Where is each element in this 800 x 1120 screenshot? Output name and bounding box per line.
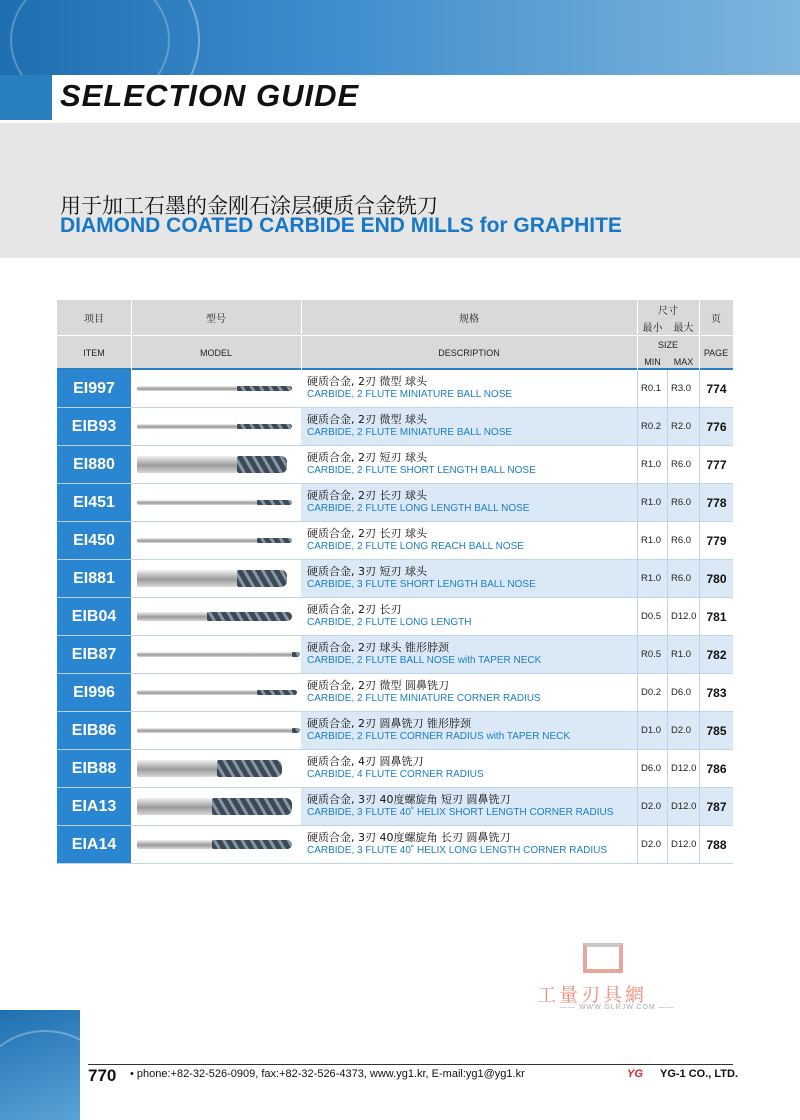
- size-max: D12.0: [667, 598, 699, 635]
- page-ref: 779: [699, 522, 733, 559]
- description: [301, 370, 637, 407]
- end-mill-icon: [137, 570, 297, 587]
- table-row: [57, 788, 733, 826]
- end-mill-icon: [137, 612, 297, 621]
- size-max: D12.0: [667, 788, 699, 825]
- header-desc-cn: 规格: [459, 314, 479, 325]
- tool-image: [131, 826, 301, 863]
- table-row: [57, 712, 733, 750]
- watermark-url: —— WWW.GLRJW.COM ——: [560, 1004, 675, 1011]
- description-cn: 硬质合金, 2刃 微型 球头: [307, 375, 427, 388]
- description: [301, 484, 637, 521]
- size-max: D12.0: [667, 750, 699, 787]
- section-title-en: DIAMOND COATED CARBIDE END MILLS for GRAPHITE: [60, 214, 622, 237]
- page-ref: 782: [699, 636, 733, 673]
- page-number: 770: [88, 1066, 117, 1085]
- header-size-cn: 尺寸: [658, 306, 678, 317]
- header-size: SIZE: [657, 339, 678, 350]
- size-max: D12.0: [667, 826, 699, 863]
- end-mill-icon: [137, 760, 297, 777]
- end-mill-icon: [137, 538, 297, 543]
- size-max: R6.0: [667, 484, 699, 521]
- description-en: CARBIDE, 2 FLUTE MINIATURE BALL NOSE: [307, 389, 513, 400]
- end-mill-icon: [137, 728, 297, 733]
- description-en: CARBIDE, 2 FLUTE MINIATURE BALL NOSE: [307, 427, 513, 438]
- model-code: EI997: [57, 370, 131, 407]
- globe-graphic-footer: [0, 1030, 80, 1120]
- end-mill-icon: [137, 386, 297, 391]
- size-max: D2.0: [667, 712, 699, 749]
- description-cn: 硬质合金, 3刃 40度螺旋角 长刃 圆鼻铣刀: [307, 831, 511, 844]
- description-en: CARBIDE, 2 FLUTE CORNER RADIUS with TAPER NECK: [307, 731, 571, 742]
- model-code: EI880: [57, 446, 131, 483]
- model-code: EI451: [57, 484, 131, 521]
- size-min: D1.0: [637, 712, 667, 749]
- tool-image: [131, 560, 301, 597]
- page-ref: 783: [699, 674, 733, 711]
- header-description: DESCRIPTION: [438, 347, 500, 358]
- size-min: D0.5: [637, 598, 667, 635]
- brand-logo: YG: [627, 1068, 643, 1080]
- end-mill-icon: [137, 840, 297, 849]
- size-max: R6.0: [667, 560, 699, 597]
- table-row: [57, 370, 733, 408]
- description-cn: 硬质合金, 3刃 短刃 球头: [307, 565, 427, 578]
- description-en: CARBIDE, 2 FLUTE BALL NOSE with TAPER NECK: [307, 655, 542, 666]
- description-en: CARBIDE, 2 FLUTE MINIATURE CORNER RADIUS: [307, 693, 541, 704]
- description-cn: 硬质合金, 2刃 长刃 球头: [307, 489, 427, 502]
- description-cn: 硬质合金, 2刃 球头 锥形脖颈: [307, 641, 449, 654]
- size-min: D6.0: [637, 750, 667, 787]
- table-row: [57, 826, 733, 864]
- description-cn: 硬质合金, 2刃 圆鼻铣刀 锥形脖颈: [307, 717, 471, 730]
- size-min: R0.5: [637, 636, 667, 673]
- header-item: ITEM: [83, 347, 105, 358]
- contact-info: • phone:+82-32-526-0909, fax:+82-32-526-4373, www.yg1.kr, E-mail:yg1@yg1.kr: [130, 1068, 525, 1080]
- size-max: D6.0: [667, 674, 699, 711]
- footer-divider: [88, 1064, 733, 1065]
- page-ref: 787: [699, 788, 733, 825]
- description-cn: 硬质合金, 2刃 长刃 球头: [307, 527, 427, 540]
- size-min: R0.2: [637, 408, 667, 445]
- page-ref: 786: [699, 750, 733, 787]
- end-mill-icon: [137, 456, 297, 473]
- header-model: MODEL: [199, 347, 232, 358]
- header-banner: [0, 0, 800, 75]
- size-max: R1.0: [667, 636, 699, 673]
- tool-image: [131, 446, 301, 483]
- description: [301, 636, 637, 673]
- tool-image: [131, 712, 301, 749]
- table-row: [57, 598, 733, 636]
- model-code: EI450: [57, 522, 131, 559]
- brand-name: YG-1 CO., LTD.: [660, 1068, 739, 1080]
- description: [301, 446, 637, 483]
- header-max-cn: 最大: [673, 323, 694, 334]
- page-ref: 780: [699, 560, 733, 597]
- table-row: [57, 522, 733, 560]
- header-max: MAX: [673, 356, 694, 367]
- description-en: CARBIDE, 2 FLUTE LONG REACH BALL NOSE: [307, 541, 524, 552]
- size-min: R1.0: [637, 522, 667, 559]
- size-min: R1.0: [637, 446, 667, 483]
- model-code: EIB93: [57, 408, 131, 445]
- description-cn: 硬质合金, 3刃 40度螺旋角 短刃 圆鼻铣刀: [307, 793, 511, 806]
- table-row: [57, 636, 733, 674]
- model-code: EIB88: [57, 750, 131, 787]
- size-min: R1.0: [637, 484, 667, 521]
- page-ref: 785: [699, 712, 733, 749]
- title-accent: [0, 75, 52, 120]
- description: [301, 712, 637, 749]
- model-code: EIB86: [57, 712, 131, 749]
- page-ref: 777: [699, 446, 733, 483]
- header-model-cn: 型号: [206, 314, 226, 325]
- end-mill-icon: [137, 500, 297, 505]
- description-cn: 硬质合金, 2刃 微型 球头: [307, 413, 427, 426]
- header-page: PAGE: [703, 347, 729, 358]
- size-max: R2.0: [667, 408, 699, 445]
- size-max: R3.0: [667, 370, 699, 407]
- page-ref: 781: [699, 598, 733, 635]
- table-row: [57, 674, 733, 712]
- table-row: [57, 560, 733, 598]
- table-body: [57, 370, 733, 864]
- description-en: CARBIDE, 2 FLUTE LONG LENGTH BALL NOSE: [307, 503, 530, 514]
- header-item-cn: 项目: [84, 314, 104, 325]
- tool-image: [131, 750, 301, 787]
- page-ref: 776: [699, 408, 733, 445]
- size-max: R6.0: [667, 446, 699, 483]
- description: [301, 750, 637, 787]
- description-en: CARBIDE, 3 FLUTE SHORT LENGTH BALL NOSE: [307, 579, 536, 590]
- description: [301, 788, 637, 825]
- description-cn: 硬质合金, 4刃 圆鼻铣刀: [307, 755, 424, 768]
- model-code: EIA13: [57, 788, 131, 825]
- globe-graphic-inner: [10, 0, 170, 75]
- header-page-cn: 页: [711, 314, 721, 325]
- table-row: [57, 408, 733, 446]
- tool-image: [131, 598, 301, 635]
- tool-image: [131, 408, 301, 445]
- table-row: [57, 484, 733, 522]
- section-title-cn: 用于加工石墨的金刚石涂层硬质合金铣刀: [60, 194, 438, 218]
- description-en: CARBIDE, 3 FLUTE 40˚ HELIX SHORT LENGTH CORNER RADIUS: [307, 807, 614, 818]
- end-mill-icon: [137, 798, 297, 815]
- description-cn: 硬质合金, 2刃 微型 圆鼻铣刀: [307, 679, 449, 692]
- description: [301, 408, 637, 445]
- description-en: CARBIDE, 4 FLUTE CORNER RADIUS: [307, 769, 484, 780]
- watermark-logo: [583, 943, 623, 973]
- description-en: CARBIDE, 2 FLUTE SHORT LENGTH BALL NOSE: [307, 465, 536, 476]
- tool-image: [131, 370, 301, 407]
- watermark-text: 工量刃具網: [537, 984, 648, 1006]
- page-title: SELECTION GUIDE: [60, 78, 360, 113]
- size-max: R6.0: [667, 522, 699, 559]
- description-en: CARBIDE, 3 FLUTE 40˚ HELIX LONG LENGTH CORNER RADIUS: [307, 845, 608, 856]
- model-code: EI996: [57, 674, 131, 711]
- model-code: EIB04: [57, 598, 131, 635]
- end-mill-icon: [137, 652, 297, 657]
- size-min: D2.0: [637, 788, 667, 825]
- description-en: CARBIDE, 2 FLUTE LONG LENGTH: [307, 617, 472, 628]
- tool-image: [131, 636, 301, 673]
- end-mill-icon: [137, 424, 297, 429]
- header-min: MIN: [644, 356, 661, 367]
- description: [301, 674, 637, 711]
- size-min: D0.2: [637, 674, 667, 711]
- description-cn: 硬质合金, 2刃 短刃 球头: [307, 451, 427, 464]
- description: [301, 826, 637, 863]
- description: [301, 598, 637, 635]
- page-ref: 788: [699, 826, 733, 863]
- description: [301, 522, 637, 559]
- table-header: [57, 300, 733, 370]
- model-code: EIB87: [57, 636, 131, 673]
- page-ref: 778: [699, 484, 733, 521]
- tool-image: [131, 674, 301, 711]
- end-mill-icon: [137, 690, 297, 695]
- size-min: R0.1: [637, 370, 667, 407]
- description: [301, 560, 637, 597]
- page-ref: 774: [699, 370, 733, 407]
- size-min: R1.0: [637, 560, 667, 597]
- description-cn: 硬质合金, 2刃 长刃: [307, 603, 402, 616]
- header-min-cn: 最小: [642, 323, 663, 334]
- table-row: [57, 750, 733, 788]
- size-min: D2.0: [637, 826, 667, 863]
- selection-table: [57, 300, 733, 864]
- tool-image: [131, 788, 301, 825]
- model-code: EIA14: [57, 826, 131, 863]
- tool-image: [131, 522, 301, 559]
- tool-image: [131, 484, 301, 521]
- model-code: EI881: [57, 560, 131, 597]
- footer-banner: [0, 1010, 80, 1120]
- table-row: [57, 446, 733, 484]
